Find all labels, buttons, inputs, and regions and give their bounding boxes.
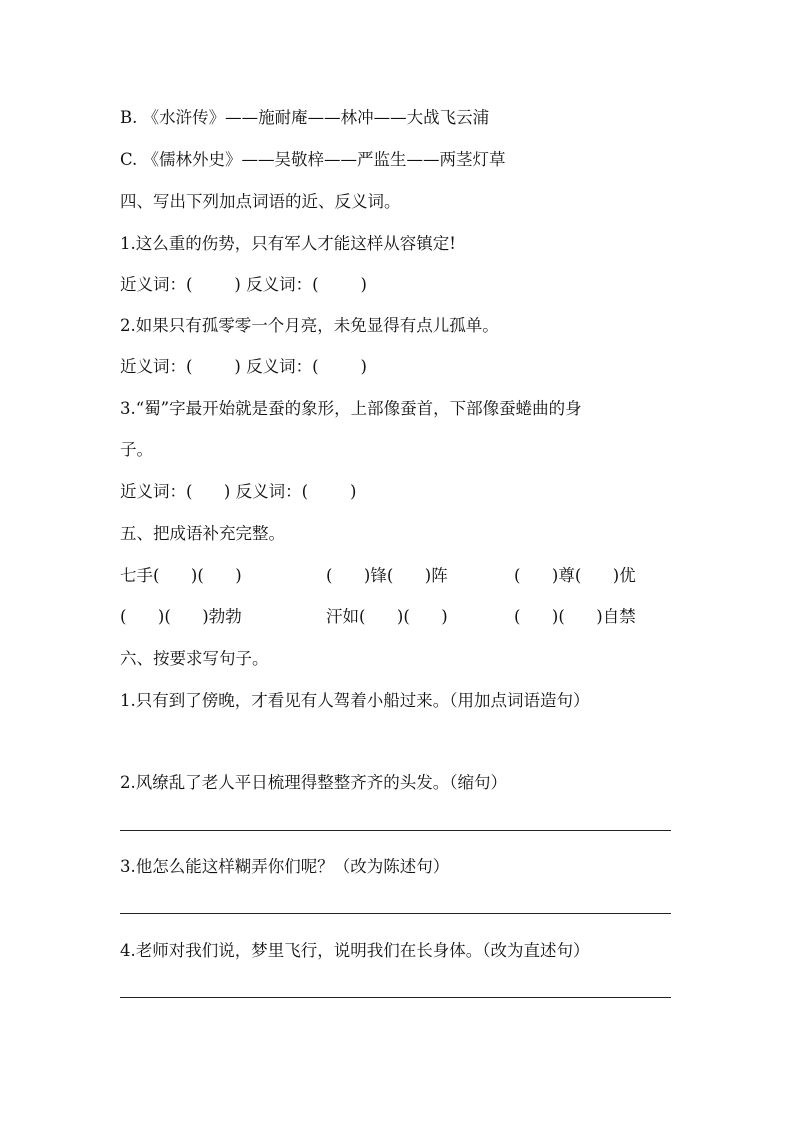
section-four-heading: 四、写出下列加点词语的近、反义词。 — [120, 192, 401, 211]
q4-3-sentence-cont: 子。 — [120, 440, 153, 459]
option-b: B. 《水浒传》——施耐庵——林冲——大战飞云浦 — [120, 108, 490, 127]
q6-2-sentence: 2.风缭乱了老人平日梳理得整整齐齐的头发。（缩句） — [120, 773, 507, 792]
idiom-blank: 七手( )( ) — [120, 566, 242, 585]
q4-1-sentence: 1.这么重的伤势，只有军人才能这样从容镇定! — [120, 234, 456, 253]
q4-3-answer: 近义词：( ) 反义词：( ) — [120, 482, 357, 501]
q6-4-sentence: 4.老师对我们说，梦里飞行，说明我们在长身体。（改为直述句） — [120, 941, 590, 960]
q6-1-sentence: 1.只有到了傍晚，才看见有人驾着小船过来。（用加点词语造句） — [120, 691, 590, 710]
answer-line — [120, 830, 671, 831]
idiom-blank: ( )( )勃勃 — [120, 607, 242, 626]
q4-3-sentence: 3.“蜀”字最开始就是蚕的象形，上部像蚕首，下部像蚕蜷曲的身 — [120, 399, 582, 418]
section-five-heading: 五、把成语补充完整。 — [120, 524, 285, 543]
idiom-blank: ( )( )自禁 — [514, 607, 636, 626]
q4-1-answer: 近义词：( ) 反义词：( ) — [120, 275, 367, 294]
idiom-blank: ( )锋( )阵 — [326, 566, 448, 585]
idiom-blank: 汗如( )( ) — [326, 607, 448, 626]
answer-line — [120, 997, 671, 998]
q6-3-sentence: 3.他怎么能这样糊弄你们呢？（改为陈述句） — [120, 857, 450, 876]
section-six-heading: 六、按要求写句子。 — [120, 649, 269, 668]
idiom-blank: ( )尊( )优 — [514, 566, 636, 585]
q4-2-sentence: 2.如果只有孤零零一个月亮，未免显得有点儿孤单。 — [120, 316, 499, 335]
option-c: C. 《儒林外史》——吴敬梓——严监生——两茎灯草 — [120, 150, 506, 169]
answer-line — [120, 913, 671, 914]
q4-2-answer: 近义词：( ) 反义词：( ) — [120, 357, 367, 376]
